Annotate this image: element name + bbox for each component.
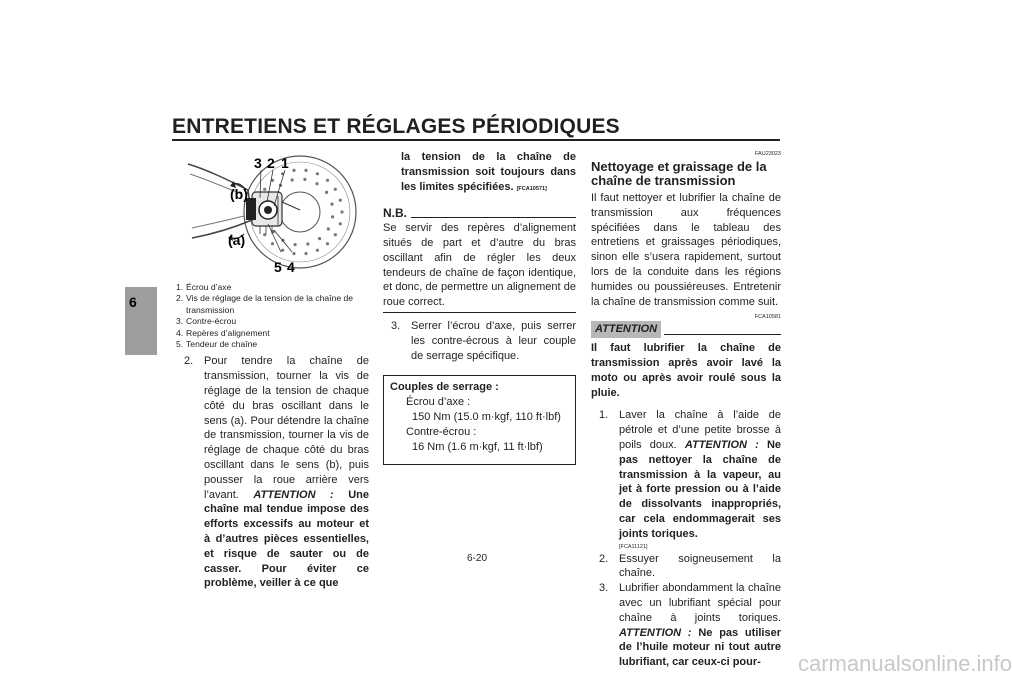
column-left	[176, 150, 369, 591]
legend-item: 1. Écrou d’axe	[176, 282, 232, 292]
disc-hole	[315, 182, 318, 185]
disc-hole	[330, 203, 333, 206]
section-code: FAU23023	[755, 151, 781, 157]
step-number: 1.	[599, 409, 609, 422]
disc-hole	[325, 191, 328, 194]
step-text: Essuyer soigneusement la chaîne.	[619, 552, 781, 580]
disc-hole	[292, 169, 295, 172]
attention-label: ATTENTION :	[619, 626, 692, 639]
disc-hole	[263, 188, 266, 191]
figure-legend	[176, 282, 369, 350]
callout-4: 4	[287, 259, 295, 275]
nb-heading	[383, 206, 576, 221]
step-text: Laver la chaîne à l’aide de pétrole et d’une petite brosse à poils doux. ATTENTION : Ne pas nettoyer la chaîne de transmission à la vapeur, au jet à forte pression ou à l’aide de dissolvants inappropriés, car cela endommagerait ses joints toriques.	[619, 409, 781, 540]
step-2-tension	[176, 354, 369, 591]
step-number: 3.	[391, 319, 401, 332]
warning-text: Ne pas utiliser de l’huile moteur ni tout autre lubrifiant, car ceux-ci pour-	[619, 626, 781, 669]
nb-text: Se servir des repères d’alignement situés de part et d’autre du bras oscillant afin de régler les deux tendeurs de chaîne de façon identique, et donc, de permettre un alignement de roue correct.	[383, 222, 576, 309]
disc-hole	[281, 249, 284, 252]
disc-hole	[303, 178, 306, 181]
disc-hole	[304, 169, 307, 172]
disc-hole	[326, 242, 329, 245]
nb-title: N.B.	[383, 206, 407, 221]
chain-adjuster-illustration	[188, 150, 352, 278]
attention-heading	[591, 321, 781, 338]
step-number: 2.	[184, 355, 194, 368]
callout-b: (b)	[230, 186, 248, 202]
locknut-label: Contre-écrou :	[406, 425, 477, 438]
disc-hole	[318, 237, 321, 240]
attention-text: Il faut lubrifier la chaîne de transmission après avoir lavé la moto ou après avoir roulé sous la pluie.	[591, 342, 781, 399]
disc-hole	[306, 242, 309, 245]
callout-5: 5	[274, 259, 282, 275]
step-3-tighten	[383, 319, 576, 363]
legend-item: 5. Tendeur de chaîne	[176, 339, 258, 350]
disc-hole	[304, 252, 307, 255]
page-title: ENTRETIENS ET RÉGLAGES PÉRIODIQUES	[172, 115, 620, 138]
section-title: Nettoyage et graissage de la chaîne de transmission	[591, 159, 767, 188]
step-number: 3.	[599, 582, 609, 595]
locknut-value: 16 Nm (1.6 m·kgf, 11 ft·lbf)	[412, 440, 543, 453]
disc-hole	[334, 188, 337, 191]
legend-item: 3. Contre-écrou	[176, 316, 237, 327]
axle-nut-value: 150 Nm (15.0 m·kgf, 110 ft·lbf)	[412, 410, 561, 423]
attention-label: ATTENTION :	[684, 438, 759, 451]
disc-hole	[327, 227, 330, 230]
attention-label: ATTENTION :	[253, 488, 334, 501]
disc-hole	[340, 210, 343, 213]
disc-hole	[316, 249, 319, 252]
column-right	[591, 150, 781, 670]
watermark: carmanualsonline.info	[798, 651, 1012, 676]
step-2-wipe	[591, 552, 781, 582]
chapter-number: 6	[129, 294, 137, 310]
step-text: Serrer l’écrou d’axe, puis serrer les contre-écrous à leur couple de serrage spécifique.	[411, 319, 576, 362]
legend-item: 4. Repères d’alignement	[176, 327, 270, 338]
legend-item: 2. Vis de réglage de la tension de la chaîne de transmission	[176, 293, 354, 315]
header-rule	[172, 139, 780, 141]
attention-code: FCA10581	[754, 314, 781, 321]
disc-hole	[334, 233, 337, 236]
step-text: Pour tendre la chaîne de transmission, tourner la vis de réglage de la tension de chaque côté du bras oscillant dans le sens (a). Pour détendre la chaîne de transmission, tourner la vis de réglage de chaque côté du bras oscillant dans le sens (b), puis pousser la roue arrière vers l’avant. ATTENTION : Une chaîne mal tendue impose des efforts excessifs au moteur et à d’autres pièces essentielles, et risque de sauter ou de casser. Pour éviter ce problème, veiller à ce que	[204, 355, 370, 590]
step-number: 2.	[599, 552, 609, 565]
callout-3: 3	[254, 155, 262, 171]
disc-hole	[331, 215, 334, 218]
disc-hole	[294, 243, 297, 246]
disc-hole	[292, 252, 295, 255]
torque-title: Couples de serrage :	[390, 381, 499, 394]
section-intro: Il faut nettoyer et lubrifier la chaîne de transmission aux fréquences spécifiées dans le tableau des entretiens et graissages périodiques, sinon elle s’usera rapidement, surtout lors de la conduite dans les régions humides ou poussiéreuses. Entretenir la chaîne de transmission comme suit.	[591, 192, 781, 308]
step-1-wash	[591, 408, 781, 541]
page-number: 6-20	[467, 553, 488, 564]
disc-hole	[339, 222, 342, 225]
nb-rule	[383, 312, 576, 313]
torque-spec-box	[383, 375, 576, 465]
attention-badge: ATTENTION	[591, 321, 661, 338]
warning-continuation: la tension de la chaîne de transmission soit toujours dans les limites spécifiées. [FCA10571]	[401, 151, 576, 193]
disc-hole	[291, 178, 294, 181]
disc-hole	[326, 179, 329, 182]
disc-hole	[339, 199, 342, 202]
callout-2: 2	[267, 155, 275, 171]
disc-hole	[271, 242, 274, 245]
reference-code: [FCA10571]	[516, 185, 547, 192]
callout-1: 1	[281, 155, 289, 171]
step-3-lubricate	[591, 581, 781, 670]
axle-nut-label: Écrou d’axe :	[406, 396, 471, 409]
reference-code: [FCA11121]	[619, 543, 648, 550]
column-middle	[383, 150, 576, 465]
disc-hole	[316, 172, 319, 175]
callout-a: (a)	[228, 232, 246, 248]
step-text: Lubrifier abondamment la chaîne avec un lubrifiant spécial pour chaîne à joints toriques. ATTENTION : Ne pas utiliser de l’huile moteur ni tout autre lubrifiant, car ceux-ci pour-	[619, 582, 781, 669]
warning-text: Ne pas nettoyer la chaîne de transmission à la vapeur, au jet à forte pression ou à l’aide de dissolvants inappropriés, car cela endommagerait ses joints toriques.	[619, 438, 781, 540]
warning-text: Une chaîne mal tendue impose des efforts excessifs au moteur et à d’autres pièces essentielles, et risque de sauter ou de casser. Pour éviter ce problème, veiller à ce que	[204, 488, 370, 590]
